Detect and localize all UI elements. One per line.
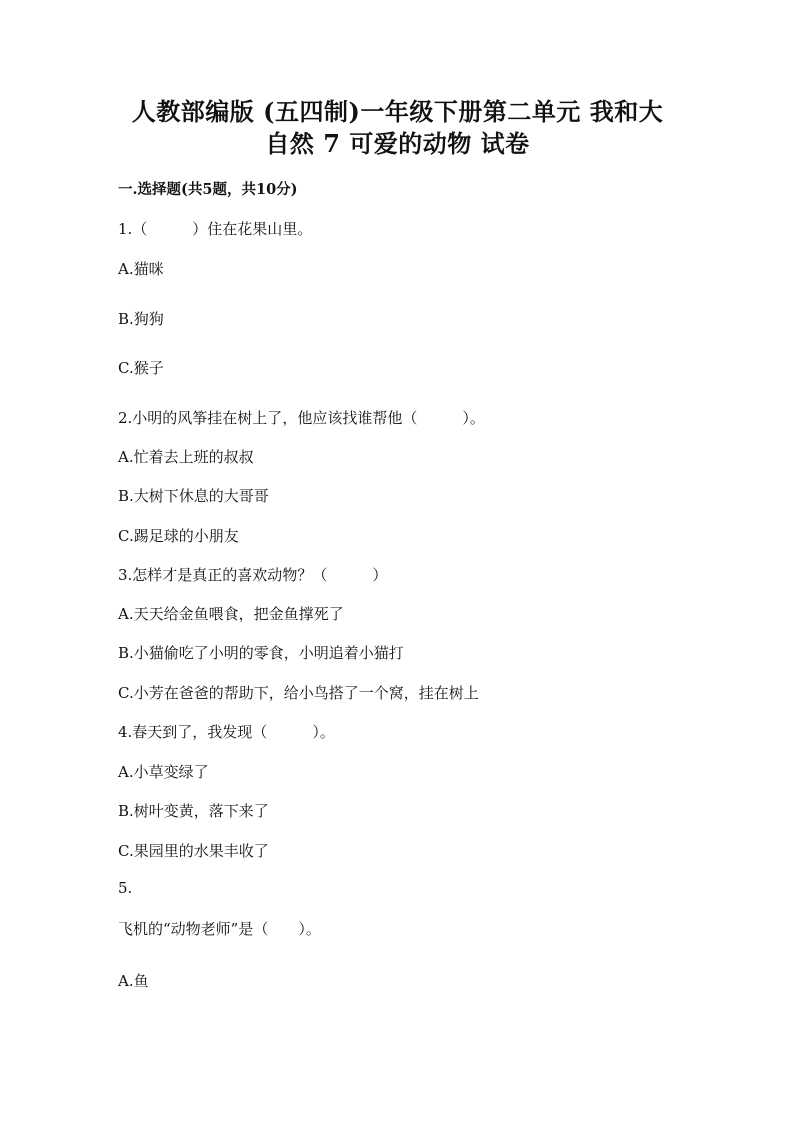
question-3-option-a: A.天天给金鱼喂食，把金鱼撑死了 <box>118 605 344 623</box>
question-1-stem: 1.（ ）住在花果山里。 <box>118 220 313 238</box>
question-2-option-b: B.大树下休息的大哥哥 <box>118 487 269 505</box>
question-3-option-c: C.小芳在爸爸的帮助下，给小鸟搭了一个窝，挂在树上 <box>118 684 479 702</box>
question-2-option-c: C.踢足球的小朋友 <box>118 527 239 545</box>
question-5-number: 5. <box>118 879 133 897</box>
exam-title-line-1: 人教部编版 (五四制)一年级下册第二单元 我和大 <box>131 97 664 126</box>
section-heading: 一.选择题(共5题，共10分) <box>118 181 298 198</box>
question-4-option-c: C.果园里的水果丰收了 <box>118 842 269 860</box>
question-4-option-a: A.小草变绿了 <box>118 763 209 781</box>
question-4-option-b: B.树叶变黄，落下来了 <box>118 802 269 820</box>
question-5-option-a: A.鱼 <box>118 972 149 990</box>
question-3-option-b: B.小猫偷吃了小明的零食，小明追着小猫打 <box>118 644 404 662</box>
question-2-stem: 2.小明的风筝挂在树上了，他应该找谁帮他（ ）。 <box>118 409 485 427</box>
question-4-stem: 4.春天到了，我发现（ ）。 <box>118 723 335 741</box>
question-1-option-a: A.猫咪 <box>118 260 164 278</box>
question-2-option-a: A.忙着去上班的叔叔 <box>118 448 254 466</box>
question-1-option-c: C.猴子 <box>118 359 164 377</box>
exam-title-line-2: 自然 7 可爱的动物 试卷 <box>265 129 530 158</box>
question-3-stem: 3.怎样才是真正的喜欢动物？（ ） <box>118 566 388 584</box>
question-5-stem: 飞机的“动物老师”是（ ）。 <box>118 920 321 938</box>
question-1-option-b: B.狗狗 <box>118 310 164 328</box>
